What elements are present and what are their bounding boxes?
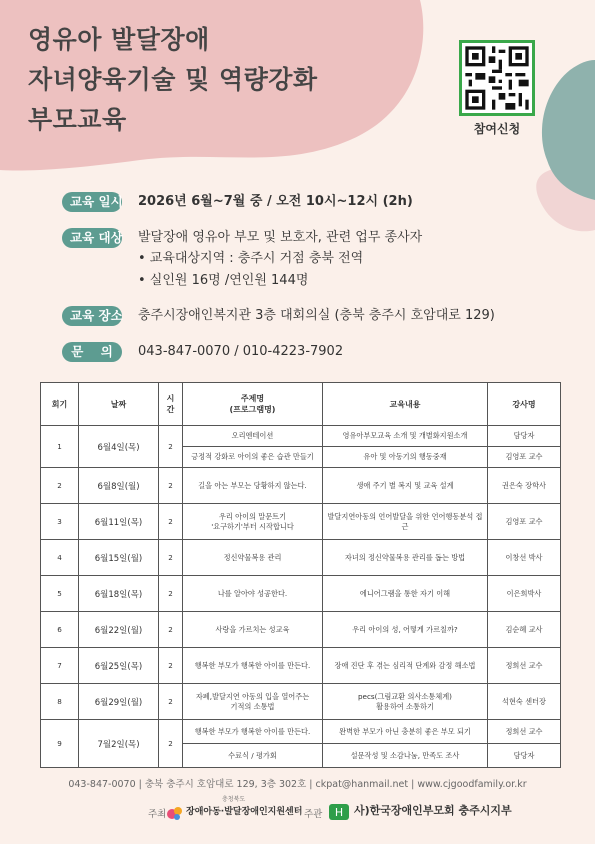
qr-code-icon[interactable] <box>459 40 535 116</box>
cell-hours: 2 <box>159 720 183 768</box>
table-row <box>41 720 561 744</box>
cell-lecturer: 김영포 교수 <box>488 504 561 540</box>
table-row <box>41 504 561 540</box>
cell-content: 유아 및 아동기의 행동중재 <box>323 447 488 468</box>
datetime-text: 2026년 6월~7월 중 / 오전 10시~12시 (2h) <box>138 194 413 209</box>
cell-lecturer: 담당자 <box>488 744 561 768</box>
cell-content: 영유아부모교육 소개 및 개별화지원소개 <box>323 426 488 447</box>
cell-date: 6월11일(목) <box>79 504 159 540</box>
footer-org <box>0 798 595 824</box>
cell-topic <box>183 684 323 720</box>
header-date: 날짜 <box>79 383 159 426</box>
cell-content: 장애 진단 후 겪는 심리적 단계와 감정 해소법 <box>323 648 488 684</box>
title-block <box>28 20 318 140</box>
cell-hours: 2 <box>159 612 183 648</box>
cell-date: 6월15일(월) <box>79 540 159 576</box>
info-place <box>62 306 495 326</box>
schedule-table <box>40 382 561 768</box>
cell-lecturer: 이창선 박사 <box>488 540 561 576</box>
header-hours <box>159 383 183 426</box>
cell-content <box>323 684 488 720</box>
cell-topic-line1: 자폐,발달지연 아동의 입을 열어주는 <box>195 691 310 701</box>
target-bullet-1: • 교육대상지역 : 충주시 거점 충북 전역 <box>138 251 364 266</box>
cell-topic-line1: 우리 아이의 말문트기 <box>218 511 287 521</box>
cell-topic: 길을 아는 부모는 당황하지 않는다. <box>183 468 323 504</box>
cell-hours: 2 <box>159 576 183 612</box>
cell-topic: 오리엔테이션 <box>183 426 323 447</box>
cell-round: 4 <box>41 540 79 576</box>
cell-topic: 행복한 부모가 행복한 아이를 만든다. <box>183 720 323 744</box>
qr-label: 참여신청 <box>473 122 521 136</box>
cell-lecturer: 김순혜 교사 <box>488 612 561 648</box>
cell-hours: 2 <box>159 468 183 504</box>
cell-content: 생애 주기 별 복지 및 교육 설계 <box>323 468 488 504</box>
cell-lecturer: 이은희박사 <box>488 576 561 612</box>
tag-contact: 문 의 <box>62 342 122 362</box>
cell-lecturer: 권은숙 장학사 <box>488 468 561 504</box>
teal-blob <box>535 60 595 200</box>
cell-round: 5 <box>41 576 79 612</box>
cell-round: 8 <box>41 684 79 720</box>
cell-topic: 사랑을 가르치는 성교육 <box>183 612 323 648</box>
cell-topic: 수료식 / 평가회 <box>183 744 323 768</box>
cell-round: 3 <box>41 504 79 540</box>
title-line-2: 자녀양육기술 및 역량강화 <box>28 65 318 94</box>
cell-content: 완벽한 부모가 아닌 충분히 좋은 부모 되기 <box>323 720 488 744</box>
cell-date: 6월18일(목) <box>79 576 159 612</box>
place-text: 충주시장애인복지관 3층 대회의실 (충북 충주시 호암대로 129) <box>138 308 495 323</box>
cell-date: 6월29일(월) <box>79 684 159 720</box>
header-content: 교육내용 <box>323 383 488 426</box>
organizer-logo-icon <box>328 803 350 821</box>
table-row <box>41 468 561 504</box>
cell-topic: 긍정적 강화로 아이의 좋은 습관 만들기 <box>183 447 323 468</box>
header-topic <box>183 383 323 426</box>
cell-topic <box>183 504 323 540</box>
footer-contact: 043-847-0070 | 충북 충주시 호암대로 129, 3층 302호 | ckpat@hanmail.net | www.cjgoodfamily.or.kr <box>68 779 527 790</box>
contact-text: 043-847-0070 / 010-4223-7902 <box>138 344 344 359</box>
host-small-text: 충청북도 <box>222 796 246 803</box>
cell-lecturer: 정희선 교수 <box>488 648 561 684</box>
cell-date: 6월8일(월) <box>79 468 159 504</box>
info-contact <box>62 342 343 362</box>
host-label: 주최 <box>148 809 167 820</box>
header-topic-main: 주제명 <box>240 394 265 403</box>
cell-round: 1 <box>41 426 79 468</box>
cell-date: 6월4일(목) <box>79 426 159 468</box>
host-name: 장애아동·발달장애인지원센터 <box>186 807 303 817</box>
cell-topic-line2: '요구하기'부터 시작합니다 <box>211 521 294 531</box>
table-row <box>41 426 561 447</box>
cell-content-line1: pecs(그림교환 의사소통체계) <box>357 691 452 701</box>
cell-lecturer: 담당자 <box>488 426 561 447</box>
table-row <box>41 576 561 612</box>
title-line-3: 부모교육 <box>28 105 127 134</box>
svg-text:H: H <box>334 806 344 819</box>
cell-round: 7 <box>41 648 79 684</box>
cell-lecturer: 석현숙 센터장 <box>488 684 561 720</box>
cell-content: 발달지연아동의 언어발달을 위한 언어행동분석 접근 <box>323 504 488 540</box>
cell-hours: 2 <box>159 684 183 720</box>
cell-date: 6월25일(목) <box>79 648 159 684</box>
cell-topic: 나를 알아야 성공한다. <box>183 576 323 612</box>
cell-hours: 2 <box>159 540 183 576</box>
header-topic-sub: (프로그램명) <box>229 405 276 414</box>
table-header-row <box>41 383 561 426</box>
cell-topic: 정신약물복용 관리 <box>183 540 323 576</box>
cell-lecturer: 김영포 교수 <box>488 447 561 468</box>
cell-content-line2: 활용하여 소통하기 <box>376 701 434 711</box>
target-text: 발달장애 영유아 부모 및 보호자, 관련 업무 종사자 <box>138 230 423 245</box>
cell-round: 2 <box>41 468 79 504</box>
cell-topic-line2: 기적의 소통법 <box>230 701 275 711</box>
qr-pattern <box>462 43 532 113</box>
cell-content: 에니어그램을 통한 자기 이해 <box>323 576 488 612</box>
organizer-label: 주관 <box>304 809 323 820</box>
info-target <box>62 228 422 292</box>
table-row <box>41 612 561 648</box>
host-logo-icon <box>166 804 184 822</box>
cell-date: 7월2일(목) <box>79 720 159 768</box>
title-line-1: 영유아 발달장애 <box>28 25 210 54</box>
info-datetime <box>62 192 413 212</box>
cell-hours: 2 <box>159 426 183 468</box>
table-row <box>41 684 561 720</box>
tag-target: 교육 대상 <box>62 228 122 248</box>
cell-hours: 2 <box>159 504 183 540</box>
header-lecturer: 강사명 <box>488 383 561 426</box>
organizer-name: 사)한국장애인부모회 충주시지부 <box>354 804 512 817</box>
cell-round: 9 <box>41 720 79 768</box>
table-row <box>41 540 561 576</box>
cell-round: 6 <box>41 612 79 648</box>
header-round: 회기 <box>41 383 79 426</box>
cell-content: 우리 아이의 성, 어떻게 가르칠까? <box>323 612 488 648</box>
cell-topic: 행복한 부모가 행복한 아이를 만든다. <box>183 648 323 684</box>
tag-place: 교육 장소 <box>62 306 122 326</box>
cell-date: 6월22일(월) <box>79 612 159 648</box>
table-row <box>41 648 561 684</box>
tag-datetime: 교육 일시 <box>62 192 122 212</box>
header-hours-text: 시간 <box>166 394 175 414</box>
target-bullet-2: • 실인원 16명 /연인원 144명 <box>138 273 309 288</box>
cell-lecturer: 정희선 교수 <box>488 720 561 744</box>
cell-content: 자녀의 정신약물복용 관리를 돕는 방법 <box>323 540 488 576</box>
cell-hours: 2 <box>159 648 183 684</box>
cell-content: 설문작성 및 소감나눔, 만족도 조사 <box>323 744 488 768</box>
target-block <box>138 228 422 292</box>
